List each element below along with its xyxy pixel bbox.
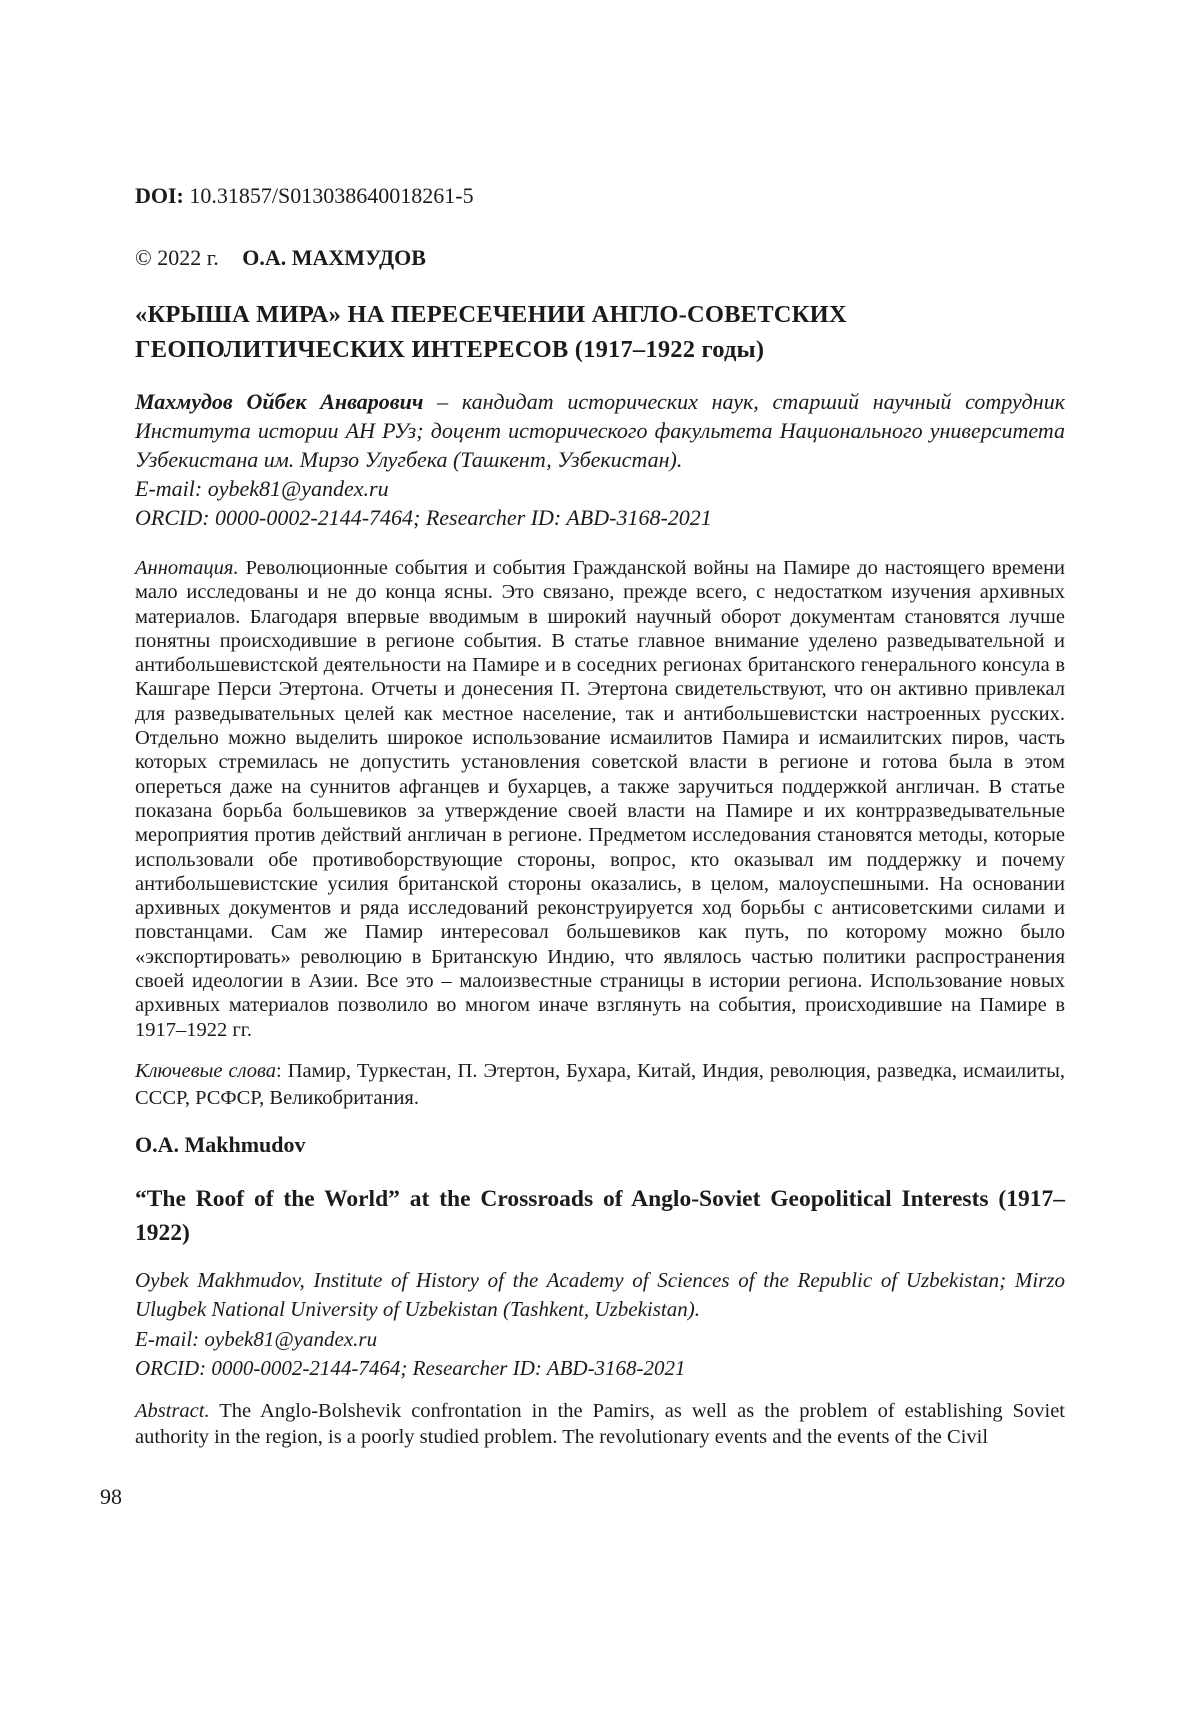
keywords-ru-label: Ключевые слова (135, 1059, 277, 1082)
author-name-en: O.A. Makhmudov (135, 1131, 306, 1157)
doi-label: DOI: (135, 183, 184, 208)
doi-value: 10.31857/S013038640018261-5 (189, 183, 474, 208)
article-title-en: “The Roof of the World” at the Crossroads of Anglo-Soviet Geopolitical Interests (1917–1922) (135, 1185, 1065, 1246)
author-info-ru (135, 387, 1065, 474)
author-email-ru: E-mail: oybek81@yandex.ru (135, 476, 389, 501)
abstract-ru-label: Аннотация. (135, 557, 239, 579)
doi-line (135, 183, 1065, 209)
abstract-ru (135, 556, 1065, 1042)
article-title-ru: «КРЫША МИРА» НА ПЕРЕСЕЧЕНИИ АНГЛО-СОВЕТСКИХ ГЕОПОЛИТИЧЕСКИХ ИНТЕРЕСОВ (1917–1922 годы) (135, 301, 847, 363)
abstract-ru-text: Революционные события и события Гражданской войны на Памире до настоящего времени мало исследованы и не до конца ясны. Это связано, прежде всего, с недостатком изучения архивных материалов. Благодаря впервые вводимым в широкий научный оборот документам становятся лучше понятны происходившие в регионе события. В статье главное внимание уделено разведывательной и антибольшевистской деятельности на Памире и в соседних регионах британского генерального консула в Кашгаре Перси Этертона. Отчеты и донесения П. Этертона свидетельствуют, что он активно привлекал для разведывательных целей как местное население, так и антибольшевистски настроенных русских. Отдельно можно выделить широкое использование исмаилитов Памира и исмаилитских пиров, часть которых стремилась не допустить установления советской власти в регионе и готова была в этом опереться даже на суннитов афганцев и бухарцев, а также заручиться поддержкой англичан. В статье показана борьба большевиков за утверждение своей власти на Памире и их контрразведывательные мероприятия против действий англичан в регионе. Предметом исследования становятся методы, которые использовали обе противоборствующие стороны, вопрос, кто оказывал им поддержку и почему антибольшевистские усилия британской стороны оказались, в целом, малоуспешными. На основании архивных документов и ряда исследований реконструируется ход борьбы с антисоветскими силами и повстанцами. Сам же Памир интересовал большевиков как путь, по которому можно было «экспортировать» революцию в Британскую Индию, что являлось частью политики распространения своей идеологии в Азии. Все это – малоизвестные страницы в истории региона. Использование новых архивных материалов позволило во многом иначе взглянуть на события, происходившие на Памире в 1917–1922 гг. (135, 557, 1066, 1041)
copyright-text: © 2022 г. (135, 245, 219, 270)
author-description-ru: – кандидат исторических наук, старший научный сотрудник Института истории АН РУз; доцент исторического факультета Национального университета Узбекистана им. Мирзо Улугбека (Ташкент, Узбекистан). (135, 389, 1066, 472)
affiliation-en: Oybek Makhmudov, Institute of History of the Academy of Sciences of the Republic of Uzbekistan; Mirzo Ulugbek National University of Uzbekistan (Tashkent, Uzbekistan). (135, 1267, 1065, 1322)
author-email-en: E-mail: oybek81@yandex.ru (135, 1326, 378, 1351)
author-orcid-en: ORCID: 0000-0002-2144-7464; Researcher ID: ABD-3168-2021 (135, 1356, 686, 1381)
page-number: 98 (100, 1484, 122, 1509)
abstract-en (135, 1398, 1065, 1450)
author-caps-ru: О.А. МАХМУДОВ (242, 245, 426, 270)
author-name-ru: Махмудов Ойбек Анварович (135, 389, 424, 414)
copyright-line (135, 245, 1065, 271)
abstract-en-text: The Anglo-Bolshevik confrontation in the Pamirs, as well as the problem of establishing Soviet authority in the region, is a poorly studied problem. The revolutionary events and the events of the Civil (135, 1399, 1065, 1448)
affiliation-block-en (135, 1266, 1065, 1384)
author-block-ru (135, 387, 1065, 532)
abstract-en-label: Abstract. (135, 1399, 210, 1422)
author-orcid-ru: ORCID: 0000-0002-2144-7464; Researcher ID: ABD-3168-2021 (135, 505, 712, 530)
keywords-ru (135, 1058, 1065, 1112)
keywords-ru-text: : Памир, Туркестан, П. Этертон, Бухара, Китай, Индия, революция, разведка, исмаилиты, СССР, РСФСР, Великобритания. (135, 1059, 1065, 1109)
